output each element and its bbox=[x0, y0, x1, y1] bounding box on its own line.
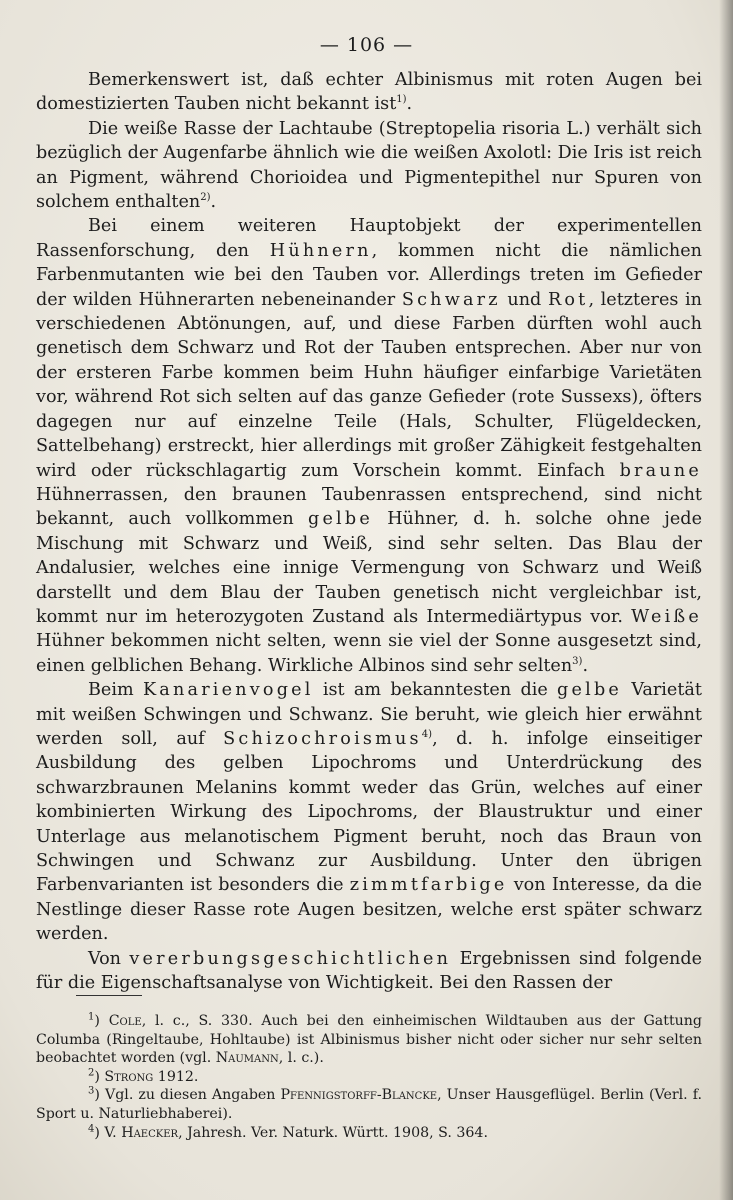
footnote bbox=[36, 1012, 702, 1068]
emphasized-term: Hühnern bbox=[269, 240, 372, 261]
footnote bbox=[36, 1086, 702, 1123]
paragraph bbox=[36, 947, 702, 996]
text-segment: 1912. bbox=[153, 1068, 199, 1085]
text-segment: , Unser Hausgeflügel. Berlin (Verl. f. Sport u. Naturliebhaberei). bbox=[36, 1087, 702, 1122]
text-segment: . bbox=[210, 192, 217, 213]
footnote-marker: 3) bbox=[572, 655, 583, 667]
text-segment: Hühner, d. h. solche ohne jede Mischung mit Schwarz und Weiß, sind sehr selten. Das Blau der Andalusier, welches eine innige Vermengung von Schwarz und Weiß darstellt und dem Blau der Tauben genetisch nicht vergleichbar ist, kommt nur im heterozygoten Zustand als Intermediärtypus vor. bbox=[36, 509, 702, 627]
text-segment: , letzteres in verschiedenen Abtönungen, auf, und diese Farben dürften wohl auch genetisch dem Schwarz und Rot der Tauben entsprechen. Aber nur von der ersteren Farbe kommen beim Huhn häufiger einfarbige Varietäten vor, während Rot sich selten auf das ganze Gefieder (rote Sussexs), öfters dagegen nur auf einzelne Teile (Hals, Schulter, Flügeldecken, Sattelbehang) erstreckt, hier allerdings mit großer Zähigkeit festgehalten wird oder rückschlagartig zum Vorschein kommt. Einfach bbox=[36, 289, 702, 481]
emphasized-term: Schwarz bbox=[401, 289, 501, 310]
footnote bbox=[36, 1068, 702, 1087]
footnote-marker: 2 bbox=[88, 1067, 95, 1079]
author-name: Cole bbox=[108, 1013, 142, 1029]
footnote-marker: 4) bbox=[421, 729, 433, 741]
paragraph bbox=[36, 68, 702, 117]
text-segment: ) bbox=[94, 1013, 109, 1029]
emphasized-term: Rot bbox=[547, 289, 589, 310]
emphasized-term: Kanarienvogel bbox=[142, 680, 314, 701]
author-name: Haecker bbox=[121, 1124, 179, 1141]
text-segment: ) V. bbox=[94, 1124, 122, 1141]
footnote-marker: 1 bbox=[88, 1011, 95, 1023]
footnote-marker: 3 bbox=[88, 1085, 95, 1097]
footnote-marker: 2) bbox=[200, 192, 211, 204]
emphasized-term: zimmtfarbige bbox=[349, 875, 508, 896]
text-segment: ) Vgl. zu diesen Angaben bbox=[94, 1087, 281, 1104]
text-segment: von Interesse, da die Nestlinge dieser Rasse rote Augen besitzen, welche erst später schwarz werden. bbox=[36, 875, 702, 945]
text-segment: , Jahresh. Ver. Naturk. Württ. 1908, S. 364. bbox=[178, 1124, 488, 1141]
footnote-marker: 4 bbox=[88, 1122, 95, 1134]
author-name: Strong bbox=[104, 1068, 154, 1085]
emphasized-term: vererbungsgeschichtlichen bbox=[129, 948, 452, 969]
emphasized-term: gelbe bbox=[307, 509, 373, 530]
text-segment: Von bbox=[88, 948, 130, 969]
text-segment: ist am bekanntesten die bbox=[313, 680, 558, 701]
text-segment: . bbox=[406, 94, 413, 115]
text-segment: Beim bbox=[88, 680, 143, 701]
footnote-divider bbox=[76, 995, 142, 996]
author-name: Naumann bbox=[215, 1050, 279, 1067]
page-gutter-shadow bbox=[719, 0, 733, 1200]
text-segment: Bei einem weiteren Hauptobjekt der experimentellen Rassenforschung, den bbox=[36, 216, 702, 261]
text-segment: Bemerkenswert ist, daß echter Albinismus mit roten Augen bei domestizierten Tauben nicht bekannt ist bbox=[36, 70, 702, 115]
emphasized-term: Schizochroismus bbox=[223, 728, 422, 749]
page-number: — 106 — bbox=[319, 34, 414, 56]
text-segment: , l. c., S. 330. Auch bei den einheimischen Wildtauben aus der Gattung Columba (Ringeltaube, Hohltaube) ist Albinismus bisher nicht oder sicher nur sehr selten beobachtet worden (vgl. bbox=[36, 1013, 703, 1067]
footnote-marker: 1) bbox=[396, 94, 407, 106]
emphasized-term: gelbe bbox=[557, 680, 623, 701]
text-segment: , kommen nicht die nämlichen Farbenmutanten wie bei den Tauben vor. Allerdings treten im Gefieder der wilden Hühnerarten nebeneinander bbox=[36, 240, 702, 310]
text-segment: Hühnerrassen, den braunen Taubenrassen entsprechend, sind nicht bekannt, auch vollkommen bbox=[36, 484, 702, 530]
author-name: Pfennigstorff-Blancke bbox=[280, 1087, 438, 1104]
text-segment: Ergebnissen sind folgende für die Eigenschaftsanalyse von Wichtigkeit. Bei den Rassen der bbox=[36, 948, 702, 994]
text-segment: und bbox=[500, 289, 548, 310]
body-text bbox=[36, 68, 702, 995]
footnote bbox=[36, 1124, 702, 1143]
paragraph bbox=[36, 117, 702, 215]
text-segment: , l. c.). bbox=[278, 1050, 324, 1067]
text-segment: . bbox=[582, 655, 589, 676]
emphasized-term: Weiße bbox=[631, 606, 702, 627]
text-segment: Die weiße Rasse der Lachtaube (Streptopelia risoria L.) verhält sich bezüglich der Augenfarbe ähnlich wie die weißen Axolotl: Die Iris ist reich an Pigment, während Chorioidea und Pigmentepithel nur Spuren von solchem enthalten bbox=[36, 118, 702, 213]
paragraph bbox=[36, 214, 702, 678]
emphasized-term: braune bbox=[619, 460, 702, 481]
footnotes bbox=[36, 1012, 702, 1142]
text-segment: Varietät mit weißen Schwingen und Schwanz. Sie beruht, wie gleich hier erwähnt werden soll, auf bbox=[36, 680, 702, 749]
paragraph bbox=[36, 678, 702, 946]
text-segment: ) bbox=[94, 1068, 105, 1085]
text-segment: , d. h. infolge einseitiger Ausbildung des gelben Lipochroms und Unterdrückung des schwarzbraunen Melanins kommt weder das Grün, welches auf einer kombinierten Wirkung des Lipochroms, der Blaustruktur und einer Unterlage aus melanotischem Pigment beruht, noch das Braun von Schwingen und Schwanz zur Ausbildung. Unter den übrigen Farbenvarianten ist besonders die bbox=[36, 728, 702, 896]
text-segment: Hühner bekommen nicht selten, wenn sie viel der Sonne ausgesetzt sind, einen gelblichen Behang. Wirkliche Albinos sind sehr selten bbox=[36, 631, 702, 676]
